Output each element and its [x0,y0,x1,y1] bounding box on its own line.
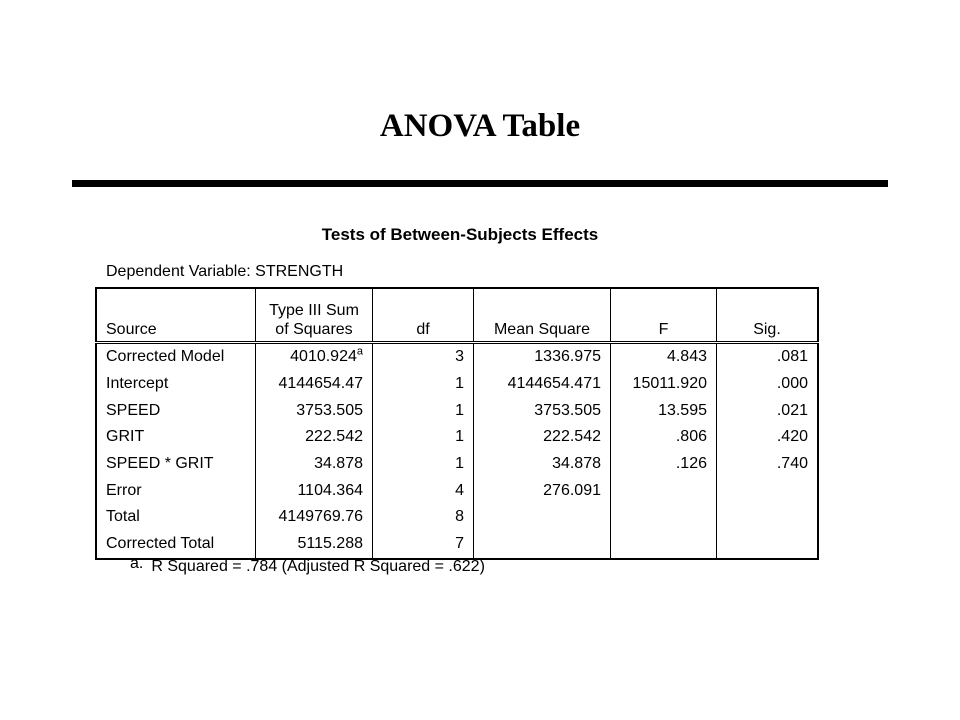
cell-ms: 3753.505 [474,397,611,424]
cell-ss: 4149769.76 [256,504,373,531]
cell-f: .806 [611,424,717,451]
cell-f: 15011.920 [611,371,717,398]
cell-ss: 34.878 [256,451,373,478]
cell-df: 1 [373,424,474,451]
header-source: Source [96,288,256,343]
table-header-row [96,288,818,343]
cell-ss-value: 4010.924 [290,348,357,366]
cell-sig [717,531,819,559]
cell-sig [717,477,819,504]
cell-f: 4.843 [611,343,717,371]
cell-source: Intercept [106,375,169,393]
cell-ms: 1336.975 [474,343,611,371]
cell-source: Total [106,508,140,526]
cell-df: 1 [373,451,474,478]
cell-ss [256,343,373,371]
cell-ms: 4144654.471 [474,371,611,398]
cell-sig: .081 [717,343,819,371]
footnote-mark: a. [130,555,144,572]
header-f: F [611,288,717,343]
cell-ms [474,531,611,559]
cell-sig: .420 [717,424,819,451]
footnote-superscript: a [356,346,363,359]
header-ss-line2: of Squares [275,321,353,338]
table-row [96,397,818,424]
header-sum-of-squares [256,288,373,343]
cell-source: SPEED [106,401,161,419]
anova-table [95,287,819,560]
table-row [96,477,818,504]
cell-df: 8 [373,504,474,531]
cell-ss: 1104.364 [256,477,373,504]
cell-sig: .000 [717,371,819,398]
cell-df: 1 [373,397,474,424]
cell-f: 13.595 [611,397,717,424]
cell-source: GRIT [106,428,145,446]
cell-df: 4 [373,477,474,504]
cell-ms: 222.542 [474,424,611,451]
cell-source: Corrected Model [106,348,225,366]
cell-ms [474,504,611,531]
cell-source: Corrected Total [106,535,215,553]
cell-ss: 5115.288 [256,531,373,559]
header-mean-square: Mean Square [474,288,611,343]
cell-f: .126 [611,451,717,478]
cell-ms: 276.091 [474,477,611,504]
cell-ss: 3753.505 [256,397,373,424]
cell-ss: 222.542 [256,424,373,451]
cell-source: Error [106,481,142,499]
footnote-text: R Squared = .784 (Adjusted R Squared = .622) [151,558,485,575]
dependent-variable-label: Dependent Variable: STRENGTH [106,263,344,280]
table-row [96,531,818,559]
table-row [96,424,818,451]
cell-f [611,504,717,531]
table-row [96,371,818,398]
table-row [96,451,818,478]
table-row [96,504,818,531]
table-row [96,343,818,371]
cell-df: 3 [373,343,474,371]
cell-sig: .740 [717,451,819,478]
cell-df: 1 [373,371,474,398]
cell-source: SPEED * GRIT [106,455,214,473]
title-divider [72,180,888,187]
cell-sig: .021 [717,397,819,424]
header-df: df [373,288,474,343]
table-title: Tests of Between-Subjects Effects [321,225,599,244]
slide-title: ANOVA Table [379,108,581,144]
cell-ss: 4144654.47 [256,371,373,398]
table-footnote [130,557,485,577]
cell-df: 7 [373,531,474,559]
header-sig: Sig. [717,288,819,343]
cell-f [611,477,717,504]
header-ss-line1: Type III Sum [269,302,359,319]
cell-f [611,531,717,559]
cell-ms: 34.878 [474,451,611,478]
cell-sig [717,504,819,531]
